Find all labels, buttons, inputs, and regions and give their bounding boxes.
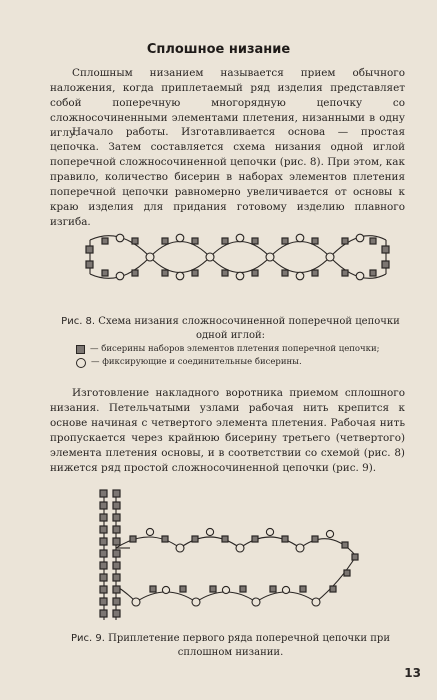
square-bead-icon bbox=[76, 345, 85, 354]
legend-circle-text: — фиксирующие и соединительные бисерины. bbox=[91, 357, 302, 367]
figure-9-caption bbox=[58, 632, 403, 660]
figure-9-label: Рис. 9. bbox=[70, 633, 105, 644]
paragraph-collar: Изготовление накладного воротника приемом сплошного низания. Петельчатыми узлами рабочая нить крепится к основе начиная с четвертого элемента плетения. Рабочая нить пропускается через крайнюю бисерину третьего (четвертого) элемента плетения основы, и в соответствии со схемой (рис. 8) нижется ряд простой сложносочиненной цепочки (рис. 9). bbox=[50, 387, 405, 474]
paragraph-start-of-work: Начало работы. Изготавливается основа — простая цепочка. Затем составляется схема низания одной иглой поперечной сложносочиненной цепочки (рис. 8). При этом, как правило, количество бисерин в наборах элементов плетения поперечной цепочки равномерно увеличивается от основы к краю изделия для придания готовому изделию плавного изгиба. bbox=[50, 126, 405, 228]
figure-8-caption bbox=[58, 315, 403, 343]
figure-8-label: Рис. 8. bbox=[61, 316, 96, 327]
legend-row-circle bbox=[76, 356, 416, 369]
circle-bead-icon bbox=[76, 358, 86, 368]
figure-8-caption-text: Схема низания сложносочиненной поперечной цепочки одной иглой: bbox=[98, 316, 400, 341]
section-title: Сплошное низание bbox=[146, 42, 291, 57]
legend-square-text: — бисерины наборов элементов плетения поперечной цепочки; bbox=[90, 344, 380, 354]
figure-9-diagram bbox=[90, 486, 390, 624]
figure-9-caption-text: Приплетение первого ряда поперечной цепочки при сплошном низании. bbox=[108, 633, 390, 658]
figure-8-beads bbox=[86, 234, 389, 280]
paragraph-intro: Сплошным низанием называется прием обычного наложения, когда приплетаемый ряд изделия представляет собой поперечную многорядную цепочку со сложносочиненными элементами плетения, низанными в одну иглу. bbox=[50, 67, 405, 139]
page-number: 13 bbox=[404, 666, 421, 680]
figure-8-diagram bbox=[84, 232, 394, 282]
figure-9-beads bbox=[100, 490, 358, 617]
figure-8-legend bbox=[76, 343, 416, 369]
legend-row-square bbox=[76, 343, 416, 356]
